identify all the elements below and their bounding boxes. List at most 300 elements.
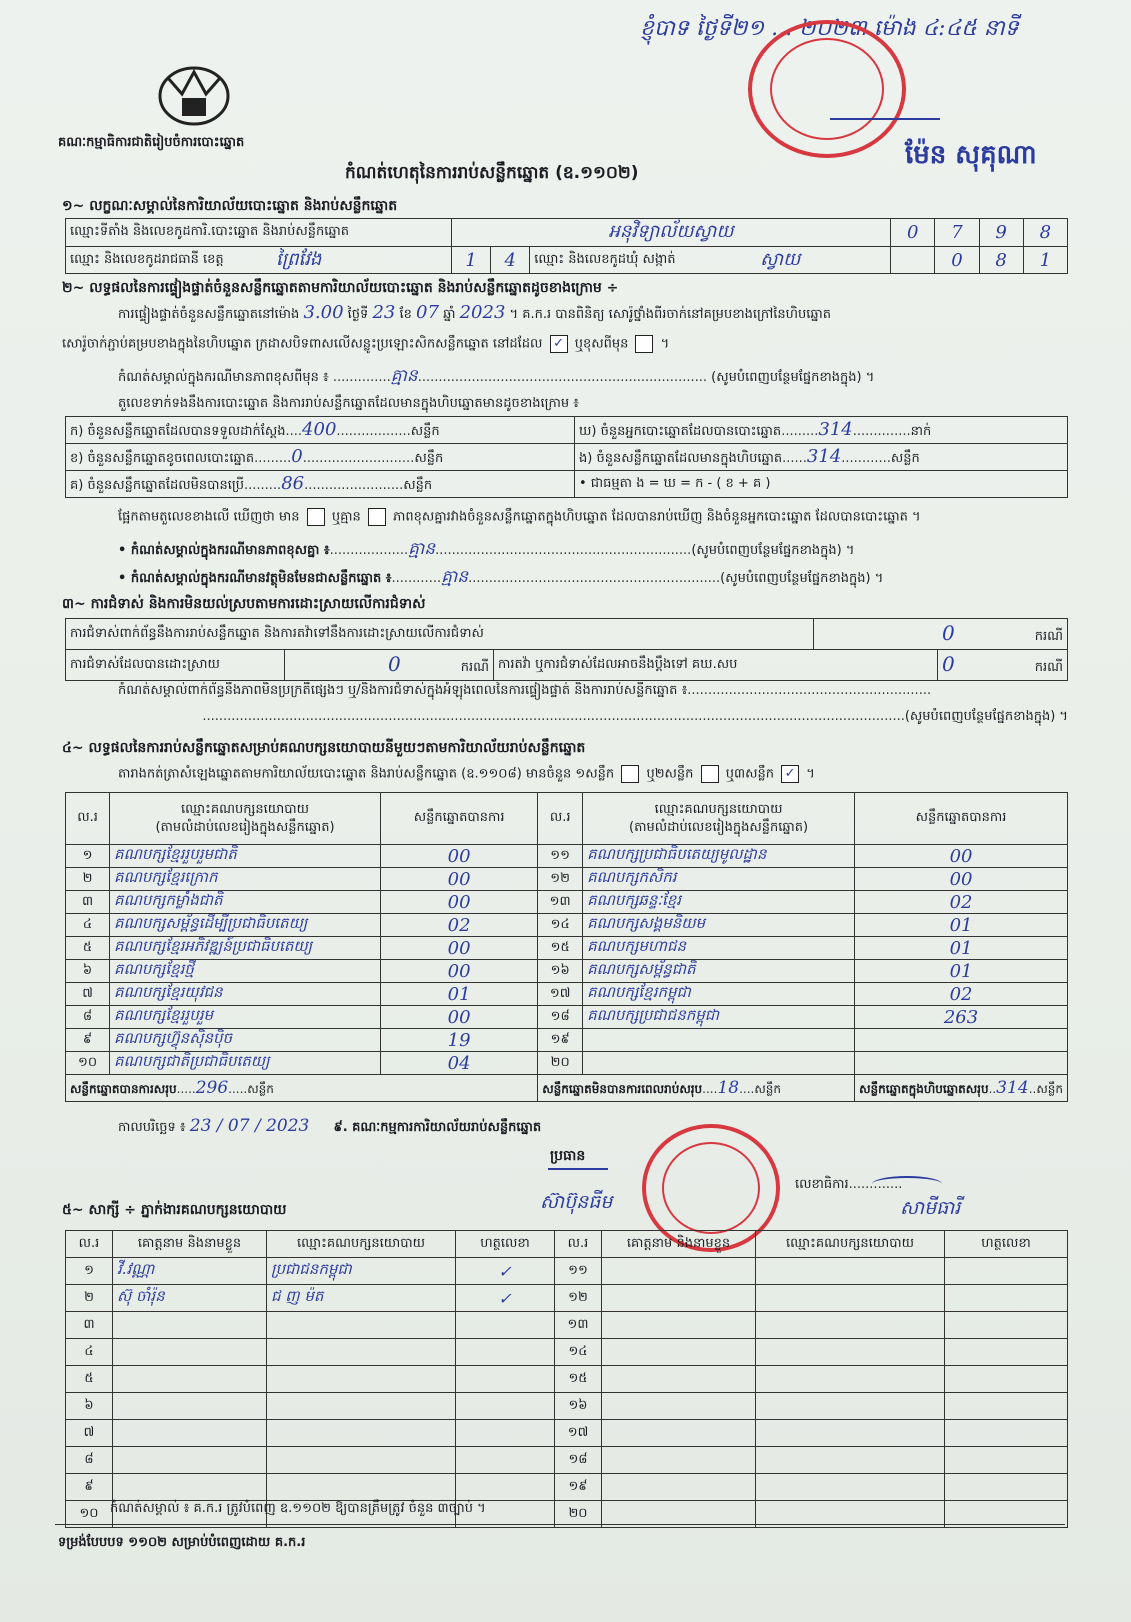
resolved-count-cell	[285, 650, 494, 681]
total-valid-cell: សន្លឹកឆ្នោតបានការសរុប.....296.....សន្លឹក	[66, 1075, 538, 1102]
stamp-name: ម៉ែន សុគុណា	[905, 140, 1037, 170]
chair-label: ប្រធាន	[550, 1148, 586, 1164]
row-number: ៤	[66, 1339, 113, 1366]
verification-time: 3.00	[303, 302, 344, 323]
row-number: ៩	[66, 1474, 113, 1501]
party-name: គណបក្សសម្ព័ន្ធដើម្បីប្រជាធិបតេយ្យ	[110, 914, 381, 937]
org-name: គណៈកម្មាធិការជាតិរៀបចំការបោះឆ្នោត	[58, 135, 245, 150]
site-code-digit: 7	[935, 219, 979, 247]
party-votes: 01	[380, 983, 537, 1006]
section5-title: ៥~ សាក្សី ÷ ភ្នាក់ងារគណបក្សនយោបាយ	[62, 1202, 287, 1218]
row-number: ២០	[538, 1052, 583, 1075]
unit: ករណី	[1034, 660, 1063, 675]
text: (សូមបំពេញបន្ថែមផ្នែកខាងក្នុង) ។	[711, 370, 875, 385]
handwritten-receipt-note: ខ្ញុំបាទ ថ្ងៃទី២១ ... ២០២៣ ម៉ោង ៤:៤៥ នាទី	[640, 16, 1019, 41]
col-party-header: ឈ្មោះគណបក្សនយោបាយ	[267, 1231, 456, 1258]
table-row	[66, 960, 1068, 983]
col-no-header: ល.រ	[555, 1231, 602, 1258]
text: ឆ្នាំ	[443, 307, 456, 322]
secretary-name: សាមីធារី	[900, 1197, 961, 1219]
text: ឬខុសពីមុន	[574, 336, 629, 352]
date-value: 23 / 07 / 2023	[189, 1116, 310, 1136]
stat-value: 0	[291, 445, 303, 467]
stat-unit: សន្លឹក	[890, 450, 920, 466]
objection-label: ការជំទាស់ពាក់ព័ន្ធនឹងការរាប់សន្លឹកឆ្នោត និងការតវ៉ាទៅនឹងការដោះស្រាយលើការជំទាស់	[66, 619, 814, 650]
text: ឬគ្មាន	[331, 509, 361, 525]
stat-row: ង) ចំនួនសន្លឹកឆ្នោតដែលមានក្នុងហិបឆ្នោត......314............សន្លឹក	[575, 444, 1068, 471]
table-row	[66, 868, 1068, 891]
empty-cell	[945, 1420, 1068, 1447]
total-invalid-value: 18	[717, 1077, 740, 1098]
party-votes: 00	[380, 960, 537, 983]
row-number: ១៣	[538, 891, 583, 914]
site-code-digit: 0	[891, 219, 935, 247]
col-no-header: ល.រ	[66, 1231, 113, 1258]
province-label-text: ឈ្មោះ និងលេខកូដរាជធានី ខេត្ត	[70, 251, 224, 267]
text: សន្លឹកឆ្នោតមិនបានការពេលរាប់សរុប	[542, 1081, 703, 1096]
row-number: ៤	[66, 914, 110, 937]
row-number: ១៦	[555, 1393, 602, 1420]
party-votes: 00	[380, 1006, 537, 1029]
row-number: ១០	[66, 1052, 110, 1075]
formula-cell: • ជាធម្មតា ង = ឃ = ក - ( ខ + គ )	[575, 471, 1068, 498]
party-votes: 01	[855, 937, 1068, 960]
col-party-header: ឈ្មោះគណបក្សនយោបាយ	[756, 1231, 945, 1258]
stat-row: ឃ) ចំនួនអ្នកបោះឆ្នោតដែលបានបោះឆ្នោត.........314..............នាក់	[575, 417, 1068, 444]
site-name-value: អនុវិទ្យាល័យស្វាយ	[451, 219, 890, 247]
empty-cell	[756, 1447, 945, 1474]
party-name: គណបក្សជាតិប្រជាធិបតេយ្យ	[110, 1052, 381, 1075]
province-code-digit: 4	[491, 247, 530, 274]
row-number: ១៦	[538, 960, 583, 983]
row-number: ៥	[66, 1366, 113, 1393]
empty-cell	[945, 1474, 1068, 1501]
empty-cell	[945, 1312, 1068, 1339]
text: (តាមលំដាប់លេខរៀងក្នុងសន្លឹកឆ្នោត)	[155, 819, 335, 835]
row-number: ១៣	[555, 1312, 602, 1339]
stat-row: ខ) ចំនួនសន្លឹកឆ្នោតខូចពេលបោះឆ្នោត.........0...........................សន្លឹក	[66, 444, 575, 471]
bullet-note-2: • កំណត់សម្គាល់ក្នុងករណីមានវត្ថុមិនមែនជាសន្លឹកឆ្នោត ៖............គ្មាន.............................................................(សូមបំពេញបន្ថែមផ្នែកខាងក្នុង) ។	[118, 567, 884, 587]
empty-cell	[602, 1393, 756, 1420]
party-votes	[855, 1052, 1068, 1075]
changed-checkbox[interactable]	[635, 335, 653, 353]
row-number: ១៨	[538, 1006, 583, 1029]
witness-signature	[456, 1339, 555, 1366]
row-number: ៧	[66, 983, 110, 1006]
witness-party	[267, 1474, 456, 1501]
text: (សូមបំពេញបន្ថែមផ្នែកខាងក្នុង) ។	[691, 543, 855, 558]
row-number: ៥	[66, 937, 110, 960]
empty-cell	[756, 1420, 945, 1447]
row-number: ១៧	[538, 983, 583, 1006]
party-results-table	[65, 792, 1068, 1102]
col-name-header: គោត្តនាម និងនាមខ្លួន	[113, 1231, 267, 1258]
stat-label: គ) ចំនួនសន្លឹកឆ្នោតដែលមិនបានប្រើ	[70, 477, 244, 493]
nec-logo-icon	[152, 58, 236, 128]
official-seal-top	[748, 20, 906, 158]
secretary-line: លេខាធិការ.............	[795, 1177, 903, 1192]
empty-cell	[945, 1366, 1068, 1393]
party-votes: 19	[380, 1029, 537, 1052]
commune-label-text: ឈ្មោះ និងលេខកូដឃុំ សង្កាត់	[534, 251, 676, 267]
objection-count: 0	[942, 621, 955, 645]
empty-cell	[602, 1474, 756, 1501]
table-row	[66, 983, 1068, 1006]
witness-name	[113, 1312, 267, 1339]
witness-table	[65, 1230, 1068, 1528]
party-votes: 00	[380, 845, 537, 868]
bullet-note-value: គ្មាន	[408, 539, 436, 559]
footer-divider	[55, 1524, 1065, 1525]
witness-signature	[456, 1474, 555, 1501]
party-votes: 01	[855, 914, 1068, 937]
empty-cell	[756, 1339, 945, 1366]
table-row	[66, 1339, 1068, 1366]
witness-signature	[456, 1393, 555, 1420]
total-valid-value: 296	[195, 1077, 229, 1098]
empty-cell	[602, 1447, 756, 1474]
row-number: ៧	[66, 1420, 113, 1447]
verification-day: 23	[372, 302, 396, 323]
table-row	[66, 1420, 1068, 1447]
table-row	[66, 914, 1068, 937]
row-number: ៦	[66, 1393, 113, 1420]
stat-value: 86	[281, 472, 305, 494]
table-row	[66, 891, 1068, 914]
empty-cell	[602, 1420, 756, 1447]
party-name: គណបក្សសង្គមនិយម	[583, 914, 855, 937]
row-number: ១១	[555, 1258, 602, 1285]
row-number: ១៥	[555, 1366, 602, 1393]
stat-label: ឃ) ចំនួនអ្នកបោះឆ្នោតដែលបានបោះឆ្នោត	[579, 423, 782, 439]
text: សន្លឹកឆ្នោតក្នុងហិបឆ្នោតសរុប	[859, 1081, 989, 1096]
site-name-label: ឈ្មោះទីតាំង និងលេខកូដការិ.បោះឆ្នោត និងរាប់សន្លឹកឆ្នោត	[66, 219, 452, 247]
row-number: ១	[66, 1258, 113, 1285]
party-name	[583, 1029, 855, 1052]
row-number: ៩	[66, 1029, 110, 1052]
witness-party	[267, 1420, 456, 1447]
site-code-digit: 8	[1023, 219, 1067, 247]
party-name: គណបក្សហ៊្វុនស៊ិនប៉ិច	[110, 1029, 381, 1052]
party-votes: 02	[380, 914, 537, 937]
text: កំណត់សម្គាល់ពាក់ព័ន្ធនឹងភាពមិនប្រក្រតីផ្សេងៗ ឬ/និងការជំទាស់ក្នុងអំឡុងពេលនៃការផ្ទៀងផ្ទាត់ និងការរាប់សន្លឹកឆ្នោត ៖	[118, 683, 688, 698]
has-difference-checkbox[interactable]	[307, 508, 325, 526]
witness-party	[267, 1447, 456, 1474]
tally-sheet-count: តារាងកត់ត្រាសំឡេងឆ្នោតតាមការិយាល័យបោះឆ្នោត និងរាប់សន្លឹកឆ្នោត (ឧ.១១០៨) មានចំនួន ១សន្លឹក ឬ២សន្លឹក ឬ៣សន្លឹក ✓ ។	[118, 766, 815, 782]
party-name: គណបក្សខ្មែរយុវជន	[110, 983, 381, 1006]
empty-cell	[756, 1474, 945, 1501]
party-name: គណបក្សកសិករ	[583, 868, 855, 891]
secretary-signature	[872, 1176, 942, 1192]
table-row	[66, 1447, 1068, 1474]
unit: ករណី	[460, 660, 489, 675]
text: (តាមលំដាប់លេខរៀងក្នុងសន្លឹកឆ្នោត)	[629, 819, 809, 835]
table-row	[66, 1006, 1068, 1029]
section1-title: ១~ លក្ខណៈសម្គាល់នៃការិយាល័យបោះឆ្នោត និងរាប់សន្លឹកឆ្នោត	[62, 198, 398, 214]
table-row	[66, 845, 1068, 868]
col-no-header: ល.រ	[538, 793, 583, 845]
empty-cell	[945, 1285, 1068, 1312]
irregularity-note-line: ..........................................................................................................................................................................(សូមបំពេញបន្ថែមផ្នែកខាងក្នុង) ។	[202, 709, 1068, 724]
bullet-note-1: • កំណត់សម្គាល់ក្នុងករណីមានភាពខុសគ្នា ៖...................គ្មាន..............................................................(សូមបំពេញបន្ថែមផ្នែកខាងក្នុង) ។	[118, 539, 855, 559]
row-number: ១៤	[555, 1339, 602, 1366]
verification-month: 07	[416, 302, 439, 323]
difference-note: កំណត់សម្គាល់ក្នុងករណីមានភាពខុសពីមុន ៖ ..............គ្មាន...................................................................... (សូមបំពេញបន្ថែមផ្នែកខាងក្នុង) ។	[118, 366, 875, 386]
witness-party	[267, 1312, 456, 1339]
row-number: ១៥	[538, 937, 583, 960]
col-votes-header: សន្លឹកឆ្នោតបានការ	[380, 793, 537, 845]
row-number: ៣	[66, 891, 110, 914]
stat-unit: សន្លឹក	[410, 423, 440, 439]
table-row	[66, 1052, 1068, 1075]
table-row	[66, 1474, 1068, 1501]
row-number: ២	[66, 1285, 113, 1312]
unit: ករណី	[1034, 629, 1063, 644]
verification-paragraph-1	[118, 302, 1078, 325]
party-votes: 00	[380, 937, 537, 960]
witness-signature	[456, 1420, 555, 1447]
witness-party: ជ ញ ម៉ត	[267, 1285, 456, 1312]
text: កំណត់សម្គាល់ក្នុងករណីមានភាពខុសពីមុន ៖	[118, 370, 329, 385]
party-name: គណបក្សប្រជាជនកម្ពុជា	[583, 1006, 855, 1029]
empty-cell	[602, 1366, 756, 1393]
text: (សូមបំពេញបន្ថែមផ្នែកខាងក្នុង) ។	[904, 709, 1068, 724]
text: សោរ៉ូចាក់ភ្ជាប់គម្របខាងក្នុងនៃហិបឆ្នោត ក្រដាសបិទពាសលើសន្លូះប្រឡោះសិកសន្លឹកឆ្នោត នៅដដែល	[62, 336, 543, 352]
stat-unit: នាក់	[910, 423, 932, 439]
total-invalid-cell: សន្លឹកឆ្នោតមិនបានការពេលរាប់សរុប....18....សន្លឹក	[538, 1075, 855, 1102]
witness-party	[267, 1366, 456, 1393]
row-number: ១៤	[538, 914, 583, 937]
col-sign-header: ហត្ថលេខា	[456, 1231, 555, 1258]
text: ឈ្មោះគណបក្សនយោបាយ	[181, 801, 309, 817]
table-row	[66, 1393, 1068, 1420]
empty-cell	[756, 1258, 945, 1285]
text: ឬ២សន្លឹក	[646, 766, 694, 782]
witness-name: វី.វណ្ណា	[113, 1258, 267, 1285]
table-row	[66, 1258, 1068, 1285]
form-id: ទម្រង់បែបបទ ១១០២ សម្រាប់បំពេញដោយ គ.ក.រ	[58, 1535, 306, 1550]
text: ថ្ងៃទី	[347, 307, 369, 322]
empty-cell	[602, 1312, 756, 1339]
difference-note-value: គ្មាន	[390, 366, 418, 386]
row-number: ១	[66, 845, 110, 868]
objection-count-cell	[813, 619, 1067, 650]
commune-value: ស្វាយ	[760, 249, 801, 270]
col-name-header: គោត្តនាម និងនាមខ្លួន	[602, 1231, 756, 1258]
party-name: គណបក្សកម្លាំងជាតិ	[110, 891, 381, 914]
witness-name	[113, 1366, 267, 1393]
empty-cell	[602, 1339, 756, 1366]
text: (សូមបំពេញបន្ថែមផ្នែកខាងក្នុង) ។	[720, 571, 884, 586]
table-row	[66, 1285, 1068, 1312]
footer-note: កំណត់សម្គាល់ ៖ គ.ក.រ ត្រូវបំពេញ ឧ.១១០២ ឱ្យបានត្រឹមត្រូវ ចំនួន ៣ច្បាប់ ។	[110, 1501, 486, 1516]
party-votes: 02	[855, 983, 1068, 1006]
no-difference-checkbox[interactable]	[368, 508, 386, 526]
party-votes: 02	[855, 891, 1068, 914]
stat-value: 314	[806, 445, 842, 467]
table-row	[66, 937, 1068, 960]
text: តារាងកត់ត្រាសំឡេងឆ្នោតតាមការិយាល័យបោះឆ្នោត និងរាប់សន្លឹកឆ្នោត (ឧ.១១០៨) មានចំនួន ១សន្លឹក	[118, 766, 615, 782]
three-sheet-checkbox[interactable]: ✓	[781, 765, 799, 783]
text: លេខាធិការ	[795, 1177, 849, 1192]
verification-year: 2023	[459, 302, 506, 323]
party-votes	[855, 1029, 1068, 1052]
total-box-value: 314	[996, 1077, 1029, 1098]
party-votes: 263	[855, 1006, 1068, 1029]
empty-cell	[602, 1258, 756, 1285]
section4-title: ៤~ លទ្ធផលនៃការរាប់សន្លឹកឆ្នោតសម្រាប់គណបក្សនយោបាយនីមួយៗតាមការិយាល័យរាប់សន្លឹកឆ្នោត	[62, 740, 586, 756]
total-box-cell: សន្លឹកឆ្នោតក្នុងហិបឆ្នោតសរុប..314..សន្លឹក	[855, 1075, 1068, 1102]
col-party-header	[110, 793, 381, 845]
appeal-count-cell	[938, 650, 1068, 681]
unit: សន្លឹក	[247, 1081, 274, 1096]
row-number: ៣	[66, 1312, 113, 1339]
section1-table	[65, 218, 1068, 274]
text: កាលបរិច្ឆេទ ៖	[118, 1120, 186, 1135]
empty-cell	[756, 1312, 945, 1339]
empty-cell	[602, 1285, 756, 1312]
party-name: គណបក្សខ្មែររួបរួមជាតិ	[110, 845, 381, 868]
empty-cell	[945, 1258, 1068, 1285]
commune-code-digit: 1	[1023, 247, 1067, 274]
empty-cell	[945, 1393, 1068, 1420]
witness-name	[113, 1393, 267, 1420]
text: សន្លឹកឆ្នោតបានការសរុប	[70, 1081, 177, 1096]
party-votes: 04	[380, 1052, 537, 1075]
witness-signature: ✓	[456, 1258, 555, 1285]
witness-signature	[456, 1366, 555, 1393]
empty-cell	[756, 1285, 945, 1312]
stat-label: ក) ចំនួនសន្លឹកឆ្នោតដែលបានទទួលដាក់ស្តែង	[70, 423, 286, 439]
stat-label: ង) ចំនួនសន្លឹកឆ្នោតដែលមានក្នុងហិបឆ្នោត	[579, 450, 783, 466]
party-name: គណបក្សខ្មែរអភិវឌ្ឍន៍ប្រជាធិបតេយ្យ	[110, 937, 381, 960]
resolved-label: ការជំទាស់ដែលបានដោះស្រាយ	[66, 650, 285, 681]
unit: សន្លឹក	[754, 1081, 782, 1096]
row-number: ១២	[555, 1285, 602, 1312]
compare-paragraph	[118, 508, 921, 528]
party-votes: 00	[855, 845, 1068, 868]
text: ផ្អែកតាមតួលេខខាងលើ ឃើញថា មាន	[118, 509, 300, 525]
stat-value: 314	[818, 418, 853, 440]
party-name: គណបក្សសម្ព័ន្ធជាតិ	[583, 960, 855, 983]
text: ។ គ.ក.រ បានពិនិត្យ សោរ៉ូថ្នាំងពីរចាក់នៅគម្របខាងក្រៅនៃហិបឆ្នោត	[509, 307, 831, 322]
two-sheet-checkbox[interactable]	[701, 765, 719, 783]
stat-row: គ) ចំនួនសន្លឹកឆ្នោតដែលមិនបានប្រើ.........86........................សន្លឹក	[66, 471, 575, 498]
province-code-digit: 1	[451, 247, 490, 274]
witness-name: ស៊ុ ចាំរ៉ុន	[113, 1285, 267, 1312]
appeal-count: 0	[942, 652, 955, 676]
text: ភាពខុសគ្នារវាងចំនួនសន្លឹកឆ្នោតក្នុងហិបឆ្នោត ដែលបានរាប់ឃើញ និងចំនួនអ្នកបោះឆ្នោត ដែលបានបោះឆ្នោត ។	[393, 509, 921, 525]
appeal-label: ការតវ៉ា ឬការជំទាស់ដែលអាចនឹងប្តឹងទៅ គឃ.សប	[494, 650, 938, 681]
row-number: ១១	[538, 845, 583, 868]
irregularity-note: កំណត់សម្គាល់ពាក់ព័ន្ធនឹងភាពមិនប្រក្រតីផ្សេងៗ ឬ/និងការជំទាស់ក្នុងអំឡុងពេលនៃការផ្ទៀងផ្ទាត់ និងការរាប់សន្លឹកឆ្នោត ៖...........................................................	[118, 683, 932, 698]
party-name: គណបក្សខ្មែរកម្ពុជា	[583, 983, 855, 1006]
one-sheet-checkbox[interactable]	[621, 765, 639, 783]
row-number: ១៧	[555, 1420, 602, 1447]
row-number: ១៨	[555, 1447, 602, 1474]
empty-cell	[756, 1366, 945, 1393]
party-name: គណបក្សខ្មែរក្រោក	[110, 868, 381, 891]
bullet-note-value: គ្មាន	[441, 567, 469, 587]
col-votes-header: សន្លឹកឆ្នោតបានការ	[855, 793, 1068, 845]
witness-name	[113, 1420, 267, 1447]
party-name: គណបក្សខ្មែរថ្មី	[110, 960, 381, 983]
document-title: កំណត់ហេតុនៃការរាប់សន្លឹកឆ្នោត (ឧ.១១០២)	[345, 163, 639, 183]
table-row	[66, 1029, 1068, 1052]
witness-name	[113, 1474, 267, 1501]
party-name: គណបក្សខ្មែររួបរួម	[110, 1006, 381, 1029]
stat-value: 400	[302, 418, 337, 440]
table-row	[66, 1366, 1068, 1393]
row-number: ៨	[66, 1447, 113, 1474]
objections-table	[65, 618, 1068, 681]
witness-name	[113, 1447, 267, 1474]
witness-party	[267, 1393, 456, 1420]
witness-signature	[456, 1447, 555, 1474]
party-votes: 00	[380, 868, 537, 891]
witness-signature	[456, 1312, 555, 1339]
row-number: ២	[66, 868, 110, 891]
commune-code-digit: 8	[979, 247, 1023, 274]
party-name	[583, 1052, 855, 1075]
party-votes: 00	[855, 868, 1068, 891]
witness-party	[267, 1339, 456, 1366]
stat-label: ខ) ចំនួនសន្លឹកឆ្នោតខូចពេលបោះឆ្នោត	[70, 450, 255, 466]
empty-cell	[945, 1447, 1068, 1474]
stats-intro: តួលេខទាក់ទងនឹងការបោះឆ្នោត និងការរាប់សន្លឹកឆ្នោតដែលមានក្នុងហិបឆ្នោតមានដូចខាងក្រោម ៖	[118, 396, 579, 411]
province-label	[66, 247, 452, 274]
col-sign-header: ហត្ថលេខា	[945, 1231, 1068, 1258]
col-no-header: ល.រ	[66, 793, 110, 845]
stat-unit: សន្លឹក	[403, 477, 433, 493]
row-number: ១២	[538, 868, 583, 891]
row-number: ១៩	[555, 1474, 602, 1501]
chair-signature	[548, 1168, 608, 1170]
table-row	[66, 1312, 1068, 1339]
section3-title: ៣~ ការជំទាស់ និងការមិនយល់ស្របតាមការដោះស្រាយលើការជំទាស់	[62, 596, 426, 612]
verification-paragraph-2: សោរ៉ូចាក់ភ្ជាប់គម្របខាងក្នុងនៃហិបឆ្នោត ក្រដាសបិទពាសលើសន្លូះប្រឡោះសិកសន្លឹកឆ្នោត នៅដដែល ✓ ឬខុសពីមុន ។	[62, 336, 670, 352]
section2-title: ២~ លទ្ធផលនៃការផ្ទៀងផ្ទាត់ចំនួនសន្លឹកឆ្នោតតាមការិយាល័យបោះឆ្នោត និងរាប់សន្លឹកឆ្នោតដូចខាងក្រោម ÷	[62, 280, 619, 296]
stat-row: ក) ចំនួនសន្លឹកឆ្នោតដែលបានទទួលដាក់ស្តែង....400..................សន្លឹក	[66, 417, 575, 444]
commune-code-digit: 0	[935, 247, 979, 274]
col-party-header	[583, 793, 855, 845]
text: ឬ៣សន្លឹក	[725, 766, 774, 782]
chair-name: ស៊ាប៊ុនធីម	[540, 1191, 613, 1213]
unchanged-checkbox[interactable]: ✓	[550, 335, 568, 353]
site-code-digit: 9	[979, 219, 1023, 247]
row-number: ២០	[555, 1501, 602, 1528]
committee-label: ៩. គណៈកម្មការការិយាល័យរាប់សន្លឹកឆ្នោត	[333, 1120, 542, 1135]
party-name: គណបក្សមហាជន	[583, 937, 855, 960]
party-votes: 01	[855, 960, 1068, 983]
unit: សន្លឹក	[1036, 1081, 1063, 1096]
empty-cell	[756, 1393, 945, 1420]
signature-line-top	[830, 118, 940, 120]
ballot-stats-table	[65, 416, 1068, 498]
text: • កំណត់សម្គាល់ក្នុងករណីមានភាពខុសគ្នា ៖	[118, 543, 330, 558]
empty-cell	[945, 1339, 1068, 1366]
party-name: គណបក្សប្រជាធិបតេយ្យមូលដ្ឋាន	[583, 845, 855, 868]
text: • កំណត់សម្គាល់ក្នុងករណីមានវត្ថុមិនមែនជាសន្លឹកឆ្នោត ៖	[118, 571, 392, 586]
party-votes: 00	[380, 891, 537, 914]
row-number: ៨	[66, 1006, 110, 1029]
stat-unit: សន្លឹក	[414, 450, 444, 466]
row-number: ១៩	[538, 1029, 583, 1052]
row-number: ១០	[66, 1501, 113, 1528]
witness-party: ប្រជាជនកម្ពុជា	[267, 1258, 456, 1285]
date-line	[118, 1116, 541, 1138]
witness-name	[113, 1339, 267, 1366]
